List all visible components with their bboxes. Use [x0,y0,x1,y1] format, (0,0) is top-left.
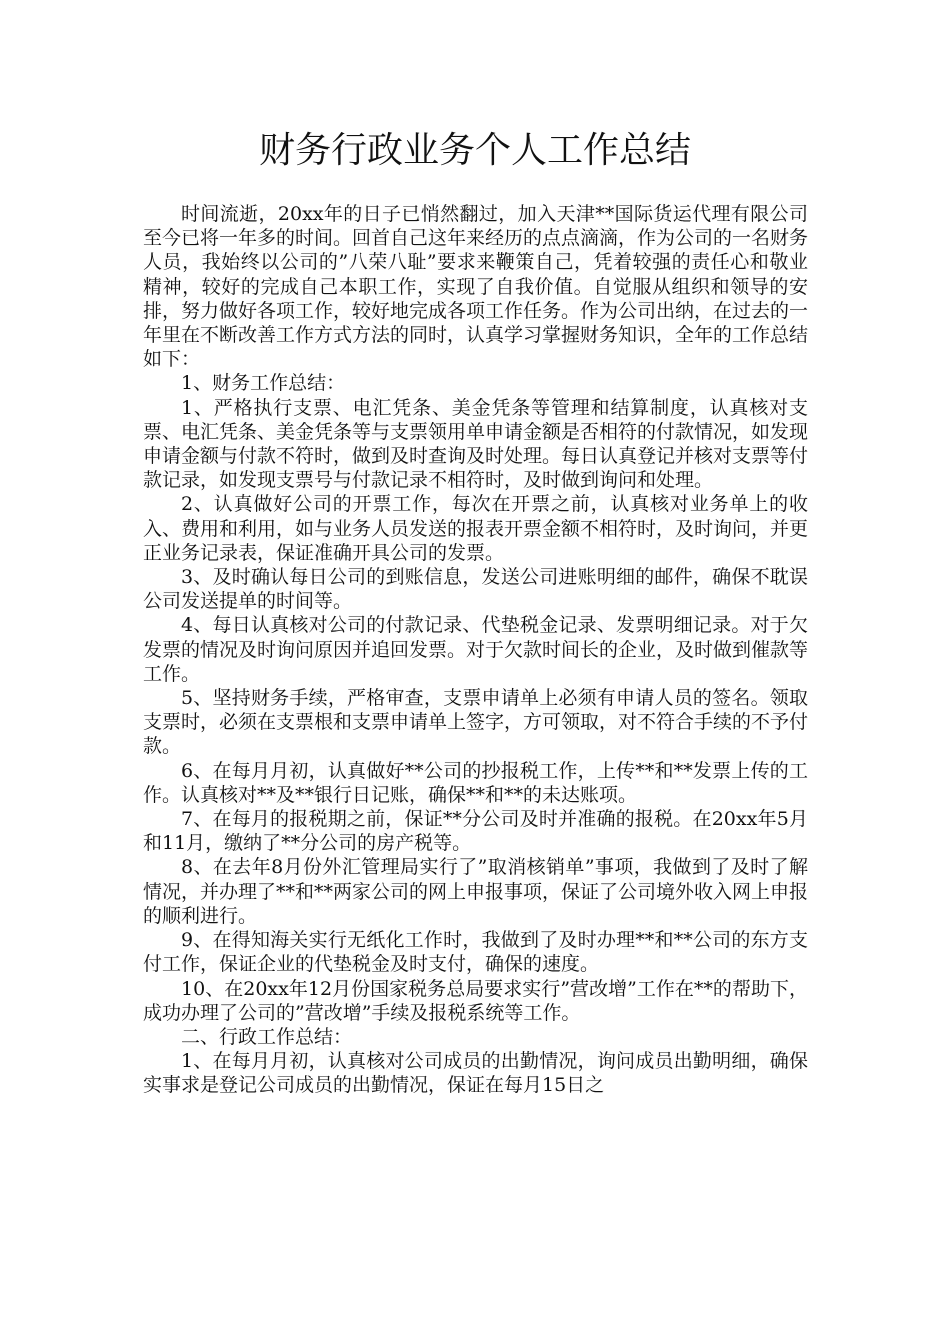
paragraph-intro: 时间流逝，20xx年的日子已悄然翻过，加入天津**国际货运代理有限公司至今已将一年多的时间。回首自己这年来经历的点点滴滴，作为公司的一名财务人员，我始终以公司的”八荣八耻”要求来鞭策自己，凭着较强的责任心和敬业精神，较好的完成自己本职工作，实现了自我价值。自觉服从组织和领导的安排，努力做好各项工作，较好地完成各项工作任务。作为公司出纳，在过去的一年里在不断改善工作方式方法的同时，认真学习掌握财务知识，全年的工作总结如下： [143,203,809,371]
document-title: 财务行政业务个人工作总结 [258,130,691,171]
paragraph-item: 7、在每月的报税期之前，保证**分公司及时并准确的报税。在20xx年5月和11月，缴纳了**分公司的房产税等。 [143,808,808,855]
paragraph-item: 5、坚持财务手续，严格审查，支票申请单上必须有申请人员的签名。领取支票时，必须在支票根和支票申请单上签字，方可领取，对不符合手续的不予付款。 [143,687,809,758]
section-heading-admin: 二、行政工作总结： [181,1025,353,1048]
paragraph-item: 2、认真做好公司的开票工作，每次在开票之前，认真核对业务单上的收入、费用和利用，如与业务人员发送的报表开票金额不相符时，及时询问，并更正业务记录表，保证准确开具公司的发票。 [143,493,809,564]
document-body [143,202,808,1098]
paragraph-item: 4、每日认真核对公司的付款记录、代垫税金记录、发票明细记录。对于欠发票的情况及时询问原因并追回发票。对于欠款时间长的企业，及时做到催款等工作。 [143,614,809,685]
paragraph-item: 1、严格执行支票、电汇凭条、美金凭条等管理和结算制度，认真核对支票、电汇凭条、美金凭条等与支票领用单申请金额是否相符的付款情况，如发现申请金额与付款不符时，做到及时查询及时处理。每日认真登记并核对支票等付款记录，如发现支票号与付款记录不相符时，及时做到询问和处理。 [143,396,809,492]
section-heading-finance: 1、财务工作总结： [181,372,346,395]
paragraph-item: 1、在每月月初，认真核对公司成员的出勤情况，询问成员出勤明细，确保实事求是登记公司成员的出勤情况，保证在每月15日之 [143,1050,808,1097]
paragraph-item: 8、在去年8月份外汇管理局实行了”取消核销单”事项，我做到了及时了解情况，并办理了**和**两家公司的网上申报事项，保证了公司境外收入网上申报的顺利进行。 [143,856,809,927]
paragraph-item: 3、及时确认每日公司的到账信息，发送公司进账明细的邮件，确保不耽误公司发送提单的时间等。 [143,566,808,613]
paragraph-item: 10、在20xx年12月份国家税务总局要求实行”营改增”工作在**的帮助下，成功办理了公司的”营改增”手续及报税系统等工作。 [143,977,808,1024]
paragraph-item: 6、在每月月初，认真做好**公司的抄报税工作，上传**和**发票上传的工作。认真核对**及**银行日记账，确保**和**的未达账项。 [143,759,808,806]
paragraph-item: 9、在得知海关实行无纸化工作时，我做到了及时办理**和**公司的东方支付工作，保证企业的代垫税金及时支付，确保的速度。 [143,929,808,976]
